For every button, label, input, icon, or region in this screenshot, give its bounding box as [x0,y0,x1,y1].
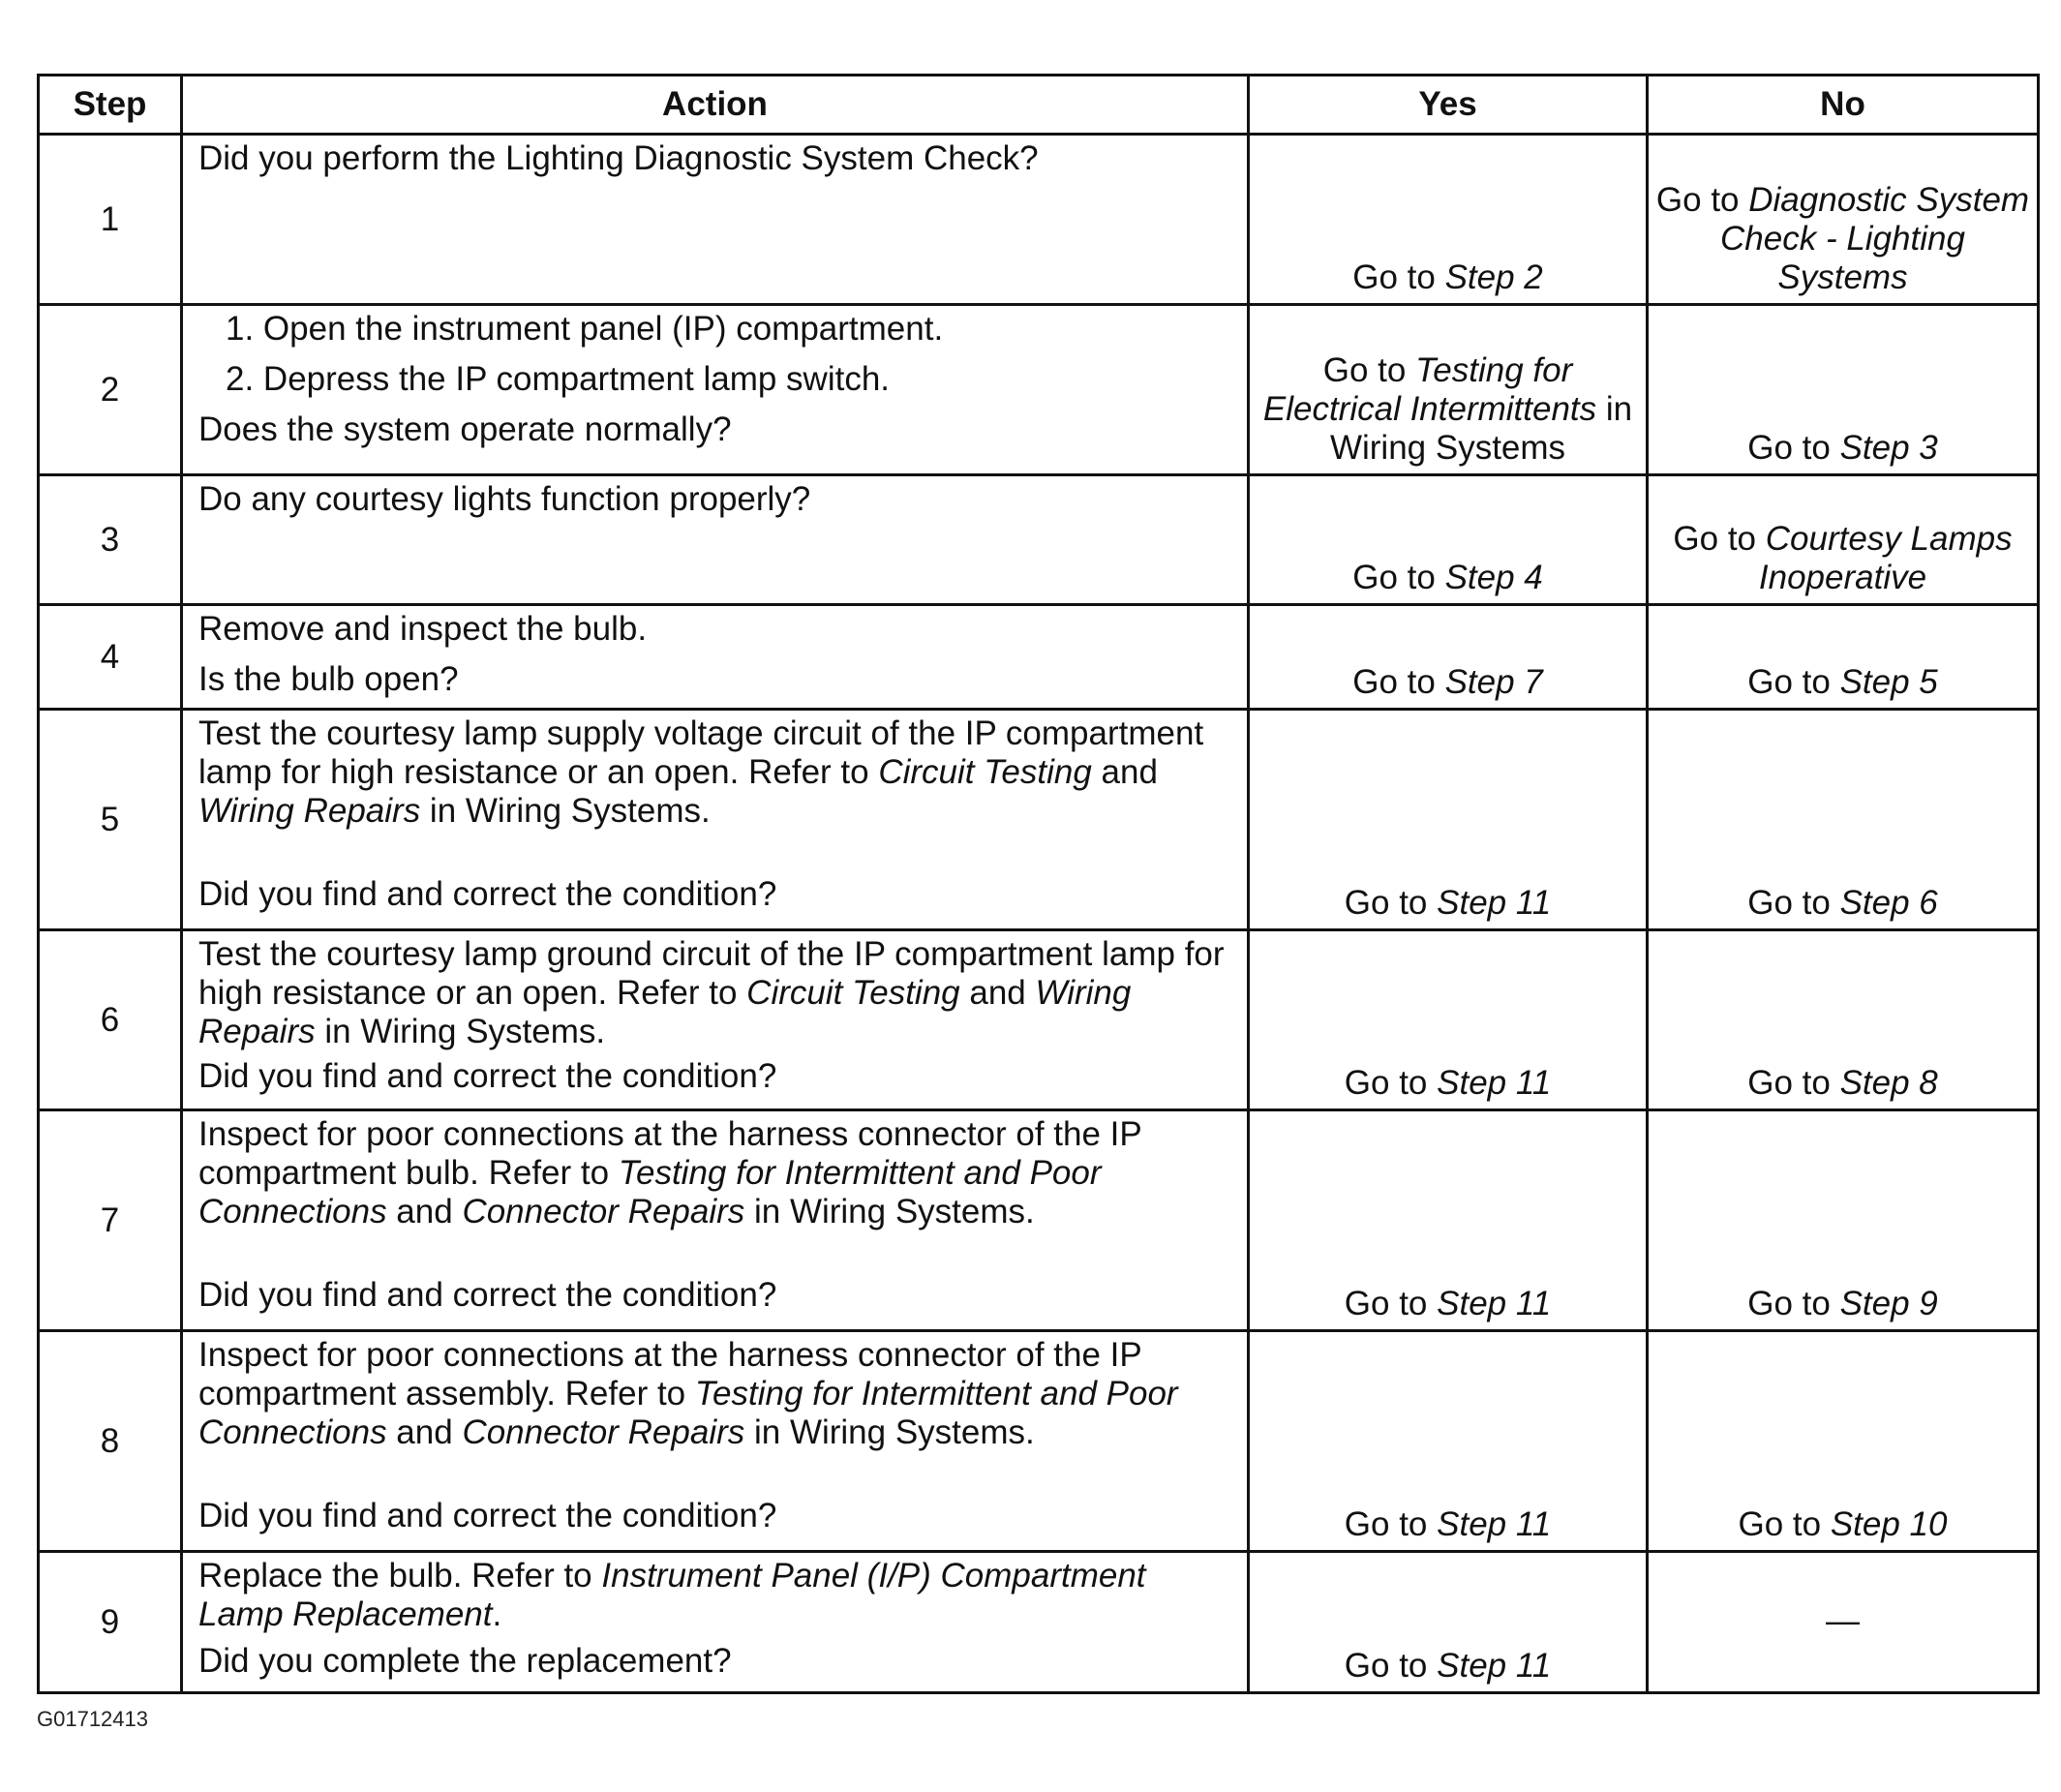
no-link[interactable]: Diagnostic System Check - Lighting Systems [1720,181,2030,296]
header-step: Step [39,76,182,135]
no-prefix: Go to [1747,1064,1840,1102]
yes-cell [1249,1331,1648,1552]
no-prefix: Go to [1738,1505,1831,1543]
no-cell [1648,475,2039,605]
yes-suffix: in Wiring Systems [1329,390,1633,467]
action-text: Remove and inspect the bulb. [198,610,648,648]
header-action: Action [182,76,1249,135]
yes-cell [1249,305,1648,475]
action-cell [182,930,1249,1110]
action-cell [182,1552,1249,1693]
no-link[interactable]: Step 9 [1839,1285,1938,1322]
action-question: Did you find and correct the condition? [198,1057,777,1095]
no-prefix: Go to [1655,181,1749,219]
action-cell [182,710,1249,930]
table-row [39,135,2039,305]
yes-prefix: Go to [1344,1647,1438,1685]
reference-link[interactable]: Testing for Intermittent and Poor Connections [198,1154,1102,1230]
table-row [39,1110,2039,1331]
table-row [39,475,2039,605]
no-prefix: Go to [1673,520,1766,558]
no-cell [1648,605,2039,710]
yes-link[interactable]: Step 2 [1444,258,1543,296]
step-number: 5 [39,710,182,930]
step-number: 4 [39,605,182,710]
yes-link[interactable]: Testing for Electrical Intermittents [1262,351,1597,428]
figure-id: G01712413 [37,1707,148,1731]
table-row [39,710,2039,930]
action-question: Did you find and correct the condition? [198,1497,777,1534]
action-text: Do any courtesy lights function properly? [198,480,811,518]
yes-prefix: Go to [1344,1285,1438,1322]
step-number: 8 [39,1331,182,1552]
yes-link[interactable]: Step 11 [1437,1285,1552,1322]
header-row [39,76,2039,135]
no-link[interactable]: Courtesy Lamps Inoperative [1758,520,2013,596]
action-cell [182,475,1249,605]
no-cell [1648,710,2039,930]
header-yes: Yes [1249,76,1648,135]
yes-link[interactable]: Step 7 [1444,663,1543,701]
yes-cell [1249,1552,1648,1693]
yes-link[interactable]: Step 11 [1437,1505,1552,1543]
yes-prefix: Go to [1352,663,1445,701]
step-number: 1 [39,135,182,305]
no-link[interactable]: Step 10 [1830,1505,1948,1543]
no-prefix: Go to [1747,1285,1840,1322]
no-cell [1648,1110,2039,1331]
no-cell [1648,930,2039,1110]
no-prefix: Go to [1747,429,1840,467]
yes-link[interactable]: Step 11 [1437,1647,1552,1685]
reference-link[interactable]: Connector Repairs [462,1193,745,1230]
no-cell [1648,135,2039,305]
yes-cell [1249,605,1648,710]
reference-link[interactable]: Wiring Repairs [198,974,1132,1050]
table-row [39,930,2039,1110]
table-row [39,605,2039,710]
reference-link[interactable]: Circuit Testing [878,753,1092,791]
action-text: Did you perform the Lighting Diagnostic System Check? [198,139,1039,177]
reference-link[interactable]: Instrument Panel (I/P) Compartment Lamp Replacement [198,1557,1146,1633]
action-text: Inspect for poor connections at the harness connector of the IP compartment assembly. Refer to Testing for Intermittent and Poor Connections and Connector Repairs in Wiring Systems. [198,1336,1178,1451]
no-prefix: Go to [1747,663,1840,701]
yes-prefix: Go to [1344,1505,1438,1543]
action-list-item: 1. Open the instrument panel (IP) compartment. [226,310,944,348]
table-row [39,305,2039,475]
action-text: Test the courtesy lamp supply voltage circuit of the IP compartment lamp for high resistance or an open. Refer to Circuit Testing and Wiring Repairs in Wiring Systems. [198,714,1204,830]
yes-cell [1249,710,1648,930]
yes-cell [1249,1110,1648,1331]
step-number: 7 [39,1110,182,1331]
yes-prefix: Go to [1344,884,1438,922]
yes-cell [1249,930,1648,1110]
yes-cell [1249,135,1648,305]
header-no: No [1648,76,2039,135]
action-question: Did you complete the replacement? [198,1642,732,1680]
step-number: 6 [39,930,182,1110]
no-dash: — [1826,1601,1860,1640]
diagnostic-table [37,74,2040,1694]
action-text: Inspect for poor connections at the harness connector of the IP compartment bulb. Refer to Testing for Intermittent and Poor Connections and Connector Repairs in Wiring Systems. [198,1115,1142,1230]
no-cell [1648,1552,2039,1693]
no-cell [1648,1331,2039,1552]
action-question: Did you find and correct the condition? [198,1276,777,1314]
reference-link[interactable]: Testing for Intermittent and Poor Connections [198,1375,1178,1451]
step-number: 3 [39,475,182,605]
yes-link[interactable]: Step 11 [1437,884,1552,922]
reference-link[interactable]: Wiring Repairs [198,792,421,830]
action-question: Does the system operate normally? [198,410,732,448]
action-cell [182,1331,1249,1552]
action-cell [182,135,1249,305]
table-row [39,1331,2039,1552]
action-question: Is the bulb open? [198,660,459,698]
yes-prefix: Go to [1344,1064,1438,1102]
action-question: Did you find and correct the condition? [198,875,777,913]
yes-link[interactable]: Step 11 [1437,1064,1552,1102]
no-link[interactable]: Step 5 [1839,663,1938,701]
action-list-item: 2. Depress the IP compartment lamp switch. [226,360,891,398]
action-cell [182,605,1249,710]
reference-link[interactable]: Connector Repairs [462,1413,745,1451]
reference-link[interactable]: Circuit Testing [746,974,960,1012]
yes-cell [1249,475,1648,605]
no-link[interactable]: Step 8 [1839,1064,1938,1102]
action-text: Test the courtesy lamp ground circuit of the IP compartment lamp for high resistance or an open. Refer to Circuit Testing and Wiring Repairs in Wiring Systems. [198,935,1225,1050]
yes-prefix: Go to [1322,351,1416,389]
no-prefix: Go to [1747,884,1840,922]
action-cell [182,1110,1249,1331]
no-cell [1648,305,2039,475]
no-link[interactable]: Step 6 [1839,884,1938,922]
yes-prefix: Go to [1352,258,1445,296]
yes-link[interactable]: Step 4 [1444,559,1543,596]
step-number: 9 [39,1552,182,1693]
table-row [39,1552,2039,1693]
yes-prefix: Go to [1352,559,1445,596]
action-cell [182,305,1249,475]
action-text: Replace the bulb. Refer to Instrument Panel (I/P) Compartment Lamp Replacement. [198,1557,1146,1633]
step-number: 2 [39,305,182,475]
no-link[interactable]: Step 3 [1839,429,1938,467]
